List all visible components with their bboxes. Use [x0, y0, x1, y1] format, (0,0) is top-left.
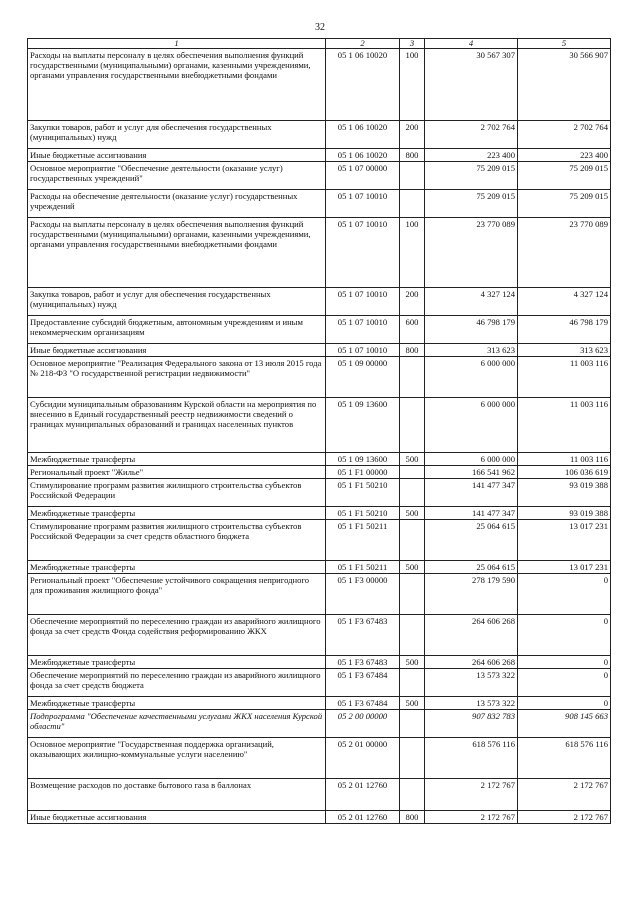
row-code-cell: 05 1 F1 50210	[326, 479, 400, 507]
row-sum-2020-cell: 2 702 764	[518, 121, 611, 149]
row-vr-cell	[400, 466, 425, 479]
row-vr-cell: 800	[400, 344, 425, 357]
table-row	[28, 479, 611, 507]
row-sum-2019-cell: 141 477 347	[425, 479, 518, 507]
row-vr-cell	[400, 615, 425, 656]
row-code-cell: 05 2 01 12760	[326, 811, 400, 824]
row-sum-2020-cell: 13 017 231	[518, 520, 611, 561]
table-row	[28, 669, 611, 697]
column-header: 2	[326, 39, 400, 49]
column-header: 4	[425, 39, 518, 49]
row-sum-2019-cell: 223 400	[425, 149, 518, 162]
table-header-row	[28, 39, 611, 49]
row-name-cell: Предоставление субсидий бюджетным, автономным учреждениям и иным некоммерческим организациям	[28, 316, 326, 344]
row-name-cell: Региональный проект "Обеспечение устойчивого сокращения непригодного для проживания жилищного фонда"	[28, 574, 326, 615]
row-sum-2019-cell: 25 064 615	[425, 520, 518, 561]
row-sum-2020-cell: 2 172 767	[518, 779, 611, 811]
row-name-cell: Региональный проект "Жилье"	[28, 466, 326, 479]
table-row	[28, 149, 611, 162]
row-vr-cell: 800	[400, 811, 425, 824]
row-code-cell: 05 1 06 10020	[326, 49, 400, 121]
row-name-cell: Иные бюджетные ассигнования	[28, 344, 326, 357]
row-sum-2020-cell: 0	[518, 615, 611, 656]
row-vr-cell	[400, 738, 425, 779]
row-vr-cell	[400, 162, 425, 190]
row-sum-2020-cell: 0	[518, 697, 611, 710]
row-sum-2019-cell: 618 576 116	[425, 738, 518, 779]
row-sum-2019-cell: 2 172 767	[425, 779, 518, 811]
row-name-cell: Обеспечение мероприятий по переселению граждан из аварийного жилищного фонда за счет средств бюджета	[28, 669, 326, 697]
table-row	[28, 656, 611, 669]
row-sum-2020-cell: 106 036 619	[518, 466, 611, 479]
row-code-cell: 05 2 01 00000	[326, 738, 400, 779]
row-sum-2020-cell: 11 003 116	[518, 357, 611, 398]
row-sum-2020-cell: 75 209 015	[518, 190, 611, 218]
row-name-cell: Обеспечение мероприятий по переселению граждан из аварийного жилищного фонда за счет средств Фонда содействия реформированию ЖКХ	[28, 615, 326, 656]
table-row	[28, 615, 611, 656]
row-vr-cell: 500	[400, 507, 425, 520]
row-name-cell: Межбюджетные трансферты	[28, 507, 326, 520]
row-vr-cell: 200	[400, 121, 425, 149]
row-sum-2019-cell: 2 702 764	[425, 121, 518, 149]
row-sum-2020-cell: 223 400	[518, 149, 611, 162]
table-row	[28, 697, 611, 710]
table-row	[28, 779, 611, 811]
row-code-cell: 05 1 F3 67483	[326, 615, 400, 656]
column-header: 5	[518, 39, 611, 49]
row-vr-cell: 500	[400, 561, 425, 574]
row-vr-cell: 100	[400, 218, 425, 288]
row-name-cell: Закупки товаров, работ и услуг для обеспечения государственных (муниципальных) нужд	[28, 121, 326, 149]
row-sum-2020-cell: 93 019 388	[518, 479, 611, 507]
row-sum-2019-cell: 4 327 124	[425, 288, 518, 316]
row-code-cell: 05 1 06 10020	[326, 121, 400, 149]
row-code-cell: 05 1 07 10010	[326, 288, 400, 316]
row-sum-2019-cell: 13 573 322	[425, 697, 518, 710]
table-row	[28, 190, 611, 218]
column-header: 3	[400, 39, 425, 49]
row-sum-2020-cell: 23 770 089	[518, 218, 611, 288]
page-number: 32	[315, 22, 325, 33]
row-code-cell: 05 1 F1 00000	[326, 466, 400, 479]
table-row	[28, 162, 611, 190]
row-code-cell: 05 1 06 10020	[326, 149, 400, 162]
row-code-cell: 05 1 F1 50211	[326, 561, 400, 574]
table-row	[28, 561, 611, 574]
row-sum-2020-cell: 11 003 116	[518, 453, 611, 466]
row-sum-2020-cell: 0	[518, 574, 611, 615]
table-row	[28, 507, 611, 520]
row-sum-2019-cell: 30 567 307	[425, 49, 518, 121]
row-name-cell: Стимулирование программ развития жилищного строительства субъектов Российской Федерации за счет средств областного бюджета	[28, 520, 326, 561]
row-sum-2019-cell: 23 770 089	[425, 218, 518, 288]
row-vr-cell: 800	[400, 149, 425, 162]
row-sum-2019-cell: 46 798 179	[425, 316, 518, 344]
row-code-cell: 05 1 F3 00000	[326, 574, 400, 615]
row-name-cell: Межбюджетные трансферты	[28, 561, 326, 574]
row-code-cell: 05 1 09 00000	[326, 357, 400, 398]
row-code-cell: 05 1 F3 67483	[326, 656, 400, 669]
budget-table	[27, 38, 611, 824]
table-row	[28, 574, 611, 615]
row-vr-cell	[400, 710, 425, 738]
row-sum-2020-cell: 75 209 015	[518, 162, 611, 190]
row-name-cell: Расходы на выплаты персоналу в целях обеспечения выполнения функций государственными (муниципальными) органами, казенными учреждениями, органами управления государственными внебюджетными фондами	[28, 218, 326, 288]
row-sum-2020-cell: 618 576 116	[518, 738, 611, 779]
row-sum-2019-cell: 141 477 347	[425, 507, 518, 520]
row-code-cell: 05 1 07 10010	[326, 344, 400, 357]
row-sum-2020-cell: 93 019 388	[518, 507, 611, 520]
row-vr-cell	[400, 357, 425, 398]
column-header: 1	[28, 39, 326, 49]
row-code-cell: 05 1 F3 67484	[326, 669, 400, 697]
row-sum-2019-cell: 313 623	[425, 344, 518, 357]
row-sum-2020-cell: 4 327 124	[518, 288, 611, 316]
row-vr-cell	[400, 669, 425, 697]
table-row	[28, 344, 611, 357]
row-code-cell: 05 1 07 10010	[326, 190, 400, 218]
row-sum-2019-cell: 2 172 767	[425, 811, 518, 824]
row-sum-2019-cell: 907 832 783	[425, 710, 518, 738]
row-sum-2019-cell: 75 209 015	[425, 162, 518, 190]
table-row	[28, 316, 611, 344]
row-sum-2020-cell: 30 566 907	[518, 49, 611, 121]
table-row	[28, 466, 611, 479]
row-vr-cell: 500	[400, 453, 425, 466]
row-sum-2019-cell: 6 000 000	[425, 398, 518, 453]
row-vr-cell	[400, 398, 425, 453]
row-code-cell: 05 1 F1 50210	[326, 507, 400, 520]
row-code-cell: 05 1 09 13600	[326, 398, 400, 453]
row-sum-2020-cell: 0	[518, 669, 611, 697]
row-sum-2019-cell: 75 209 015	[425, 190, 518, 218]
row-name-cell: Иные бюджетные ассигнования	[28, 149, 326, 162]
row-name-cell: Подпрограмма "Обеспечение качественными услугами ЖКХ населения Курской области"	[28, 710, 326, 738]
table-row	[28, 738, 611, 779]
row-name-cell: Возмещение расходов по доставке бытового газа в баллонах	[28, 779, 326, 811]
row-name-cell: Расходы на выплаты персоналу в целях обеспечения выполнения функций государственными (муниципальными) органами, казенными учреждениями, органами управления государственными внебюджетными фондами	[28, 49, 326, 121]
row-sum-2019-cell: 6 000 000	[425, 357, 518, 398]
row-vr-cell: 500	[400, 656, 425, 669]
row-vr-cell	[400, 190, 425, 218]
row-vr-cell: 500	[400, 697, 425, 710]
table-row	[28, 811, 611, 824]
row-sum-2019-cell: 278 179 590	[425, 574, 518, 615]
table-row	[28, 121, 611, 149]
row-code-cell: 05 2 01 12760	[326, 779, 400, 811]
table-row	[28, 357, 611, 398]
row-name-cell: Межбюджетные трансферты	[28, 697, 326, 710]
row-sum-2020-cell: 908 145 663	[518, 710, 611, 738]
row-code-cell: 05 1 07 10010	[326, 218, 400, 288]
row-sum-2020-cell: 46 798 179	[518, 316, 611, 344]
row-vr-cell	[400, 479, 425, 507]
row-name-cell: Иные бюджетные ассигнования	[28, 811, 326, 824]
row-name-cell: Межбюджетные трансферты	[28, 656, 326, 669]
table-row	[28, 710, 611, 738]
row-sum-2020-cell: 2 172 767	[518, 811, 611, 824]
table-row	[28, 288, 611, 316]
row-vr-cell	[400, 520, 425, 561]
row-vr-cell: 600	[400, 316, 425, 344]
table-row	[28, 218, 611, 288]
row-sum-2019-cell: 25 064 615	[425, 561, 518, 574]
row-sum-2020-cell: 11 003 116	[518, 398, 611, 453]
table-row	[28, 520, 611, 561]
row-code-cell: 05 1 07 00000	[326, 162, 400, 190]
row-sum-2019-cell: 6 000 000	[425, 453, 518, 466]
row-sum-2020-cell: 313 623	[518, 344, 611, 357]
row-code-cell: 05 1 F1 50211	[326, 520, 400, 561]
row-name-cell: Стимулирование программ развития жилищного строительства субъектов Российской Федерации	[28, 479, 326, 507]
row-sum-2019-cell: 13 573 322	[425, 669, 518, 697]
table-row	[28, 398, 611, 453]
row-code-cell: 05 2 00 00000	[326, 710, 400, 738]
row-vr-cell: 200	[400, 288, 425, 316]
row-sum-2019-cell: 166 541 962	[425, 466, 518, 479]
row-name-cell: Основное мероприятие "Реализация Федерального закона от 13 июля 2015 года № 218-ФЗ "О государственной регистрации недвижимости"	[28, 357, 326, 398]
row-vr-cell: 100	[400, 49, 425, 121]
row-name-cell: Расходы на обеспечение деятельности (оказание услуг) государственных учреждений	[28, 190, 326, 218]
row-name-cell: Основное мероприятие "Государственная поддержка организаций, оказывающих жилищно-коммунальные услуги населению"	[28, 738, 326, 779]
row-name-cell: Закупка товаров, работ и услуг для обеспечения государственных (муниципальных) нужд	[28, 288, 326, 316]
row-sum-2020-cell: 0	[518, 656, 611, 669]
row-name-cell: Основное мероприятие "Обеспечение деятельности (оказание услуг) государственных учреждений"	[28, 162, 326, 190]
row-name-cell: Межбюджетные трансферты	[28, 453, 326, 466]
row-sum-2020-cell: 13 017 231	[518, 561, 611, 574]
row-vr-cell	[400, 779, 425, 811]
row-sum-2019-cell: 264 606 268	[425, 615, 518, 656]
row-sum-2019-cell: 264 606 268	[425, 656, 518, 669]
row-vr-cell	[400, 574, 425, 615]
row-code-cell: 05 1 F3 67484	[326, 697, 400, 710]
row-code-cell: 05 1 07 10010	[326, 316, 400, 344]
table-row	[28, 453, 611, 466]
row-name-cell: Субсидии муниципальным образованиям Курской области на мероприятия по внесению в Единый государственный реестр недвижимости сведений о границах муниципальных образований и границах населенных пунктов	[28, 398, 326, 453]
row-code-cell: 05 1 09 13600	[326, 453, 400, 466]
table-row	[28, 49, 611, 121]
